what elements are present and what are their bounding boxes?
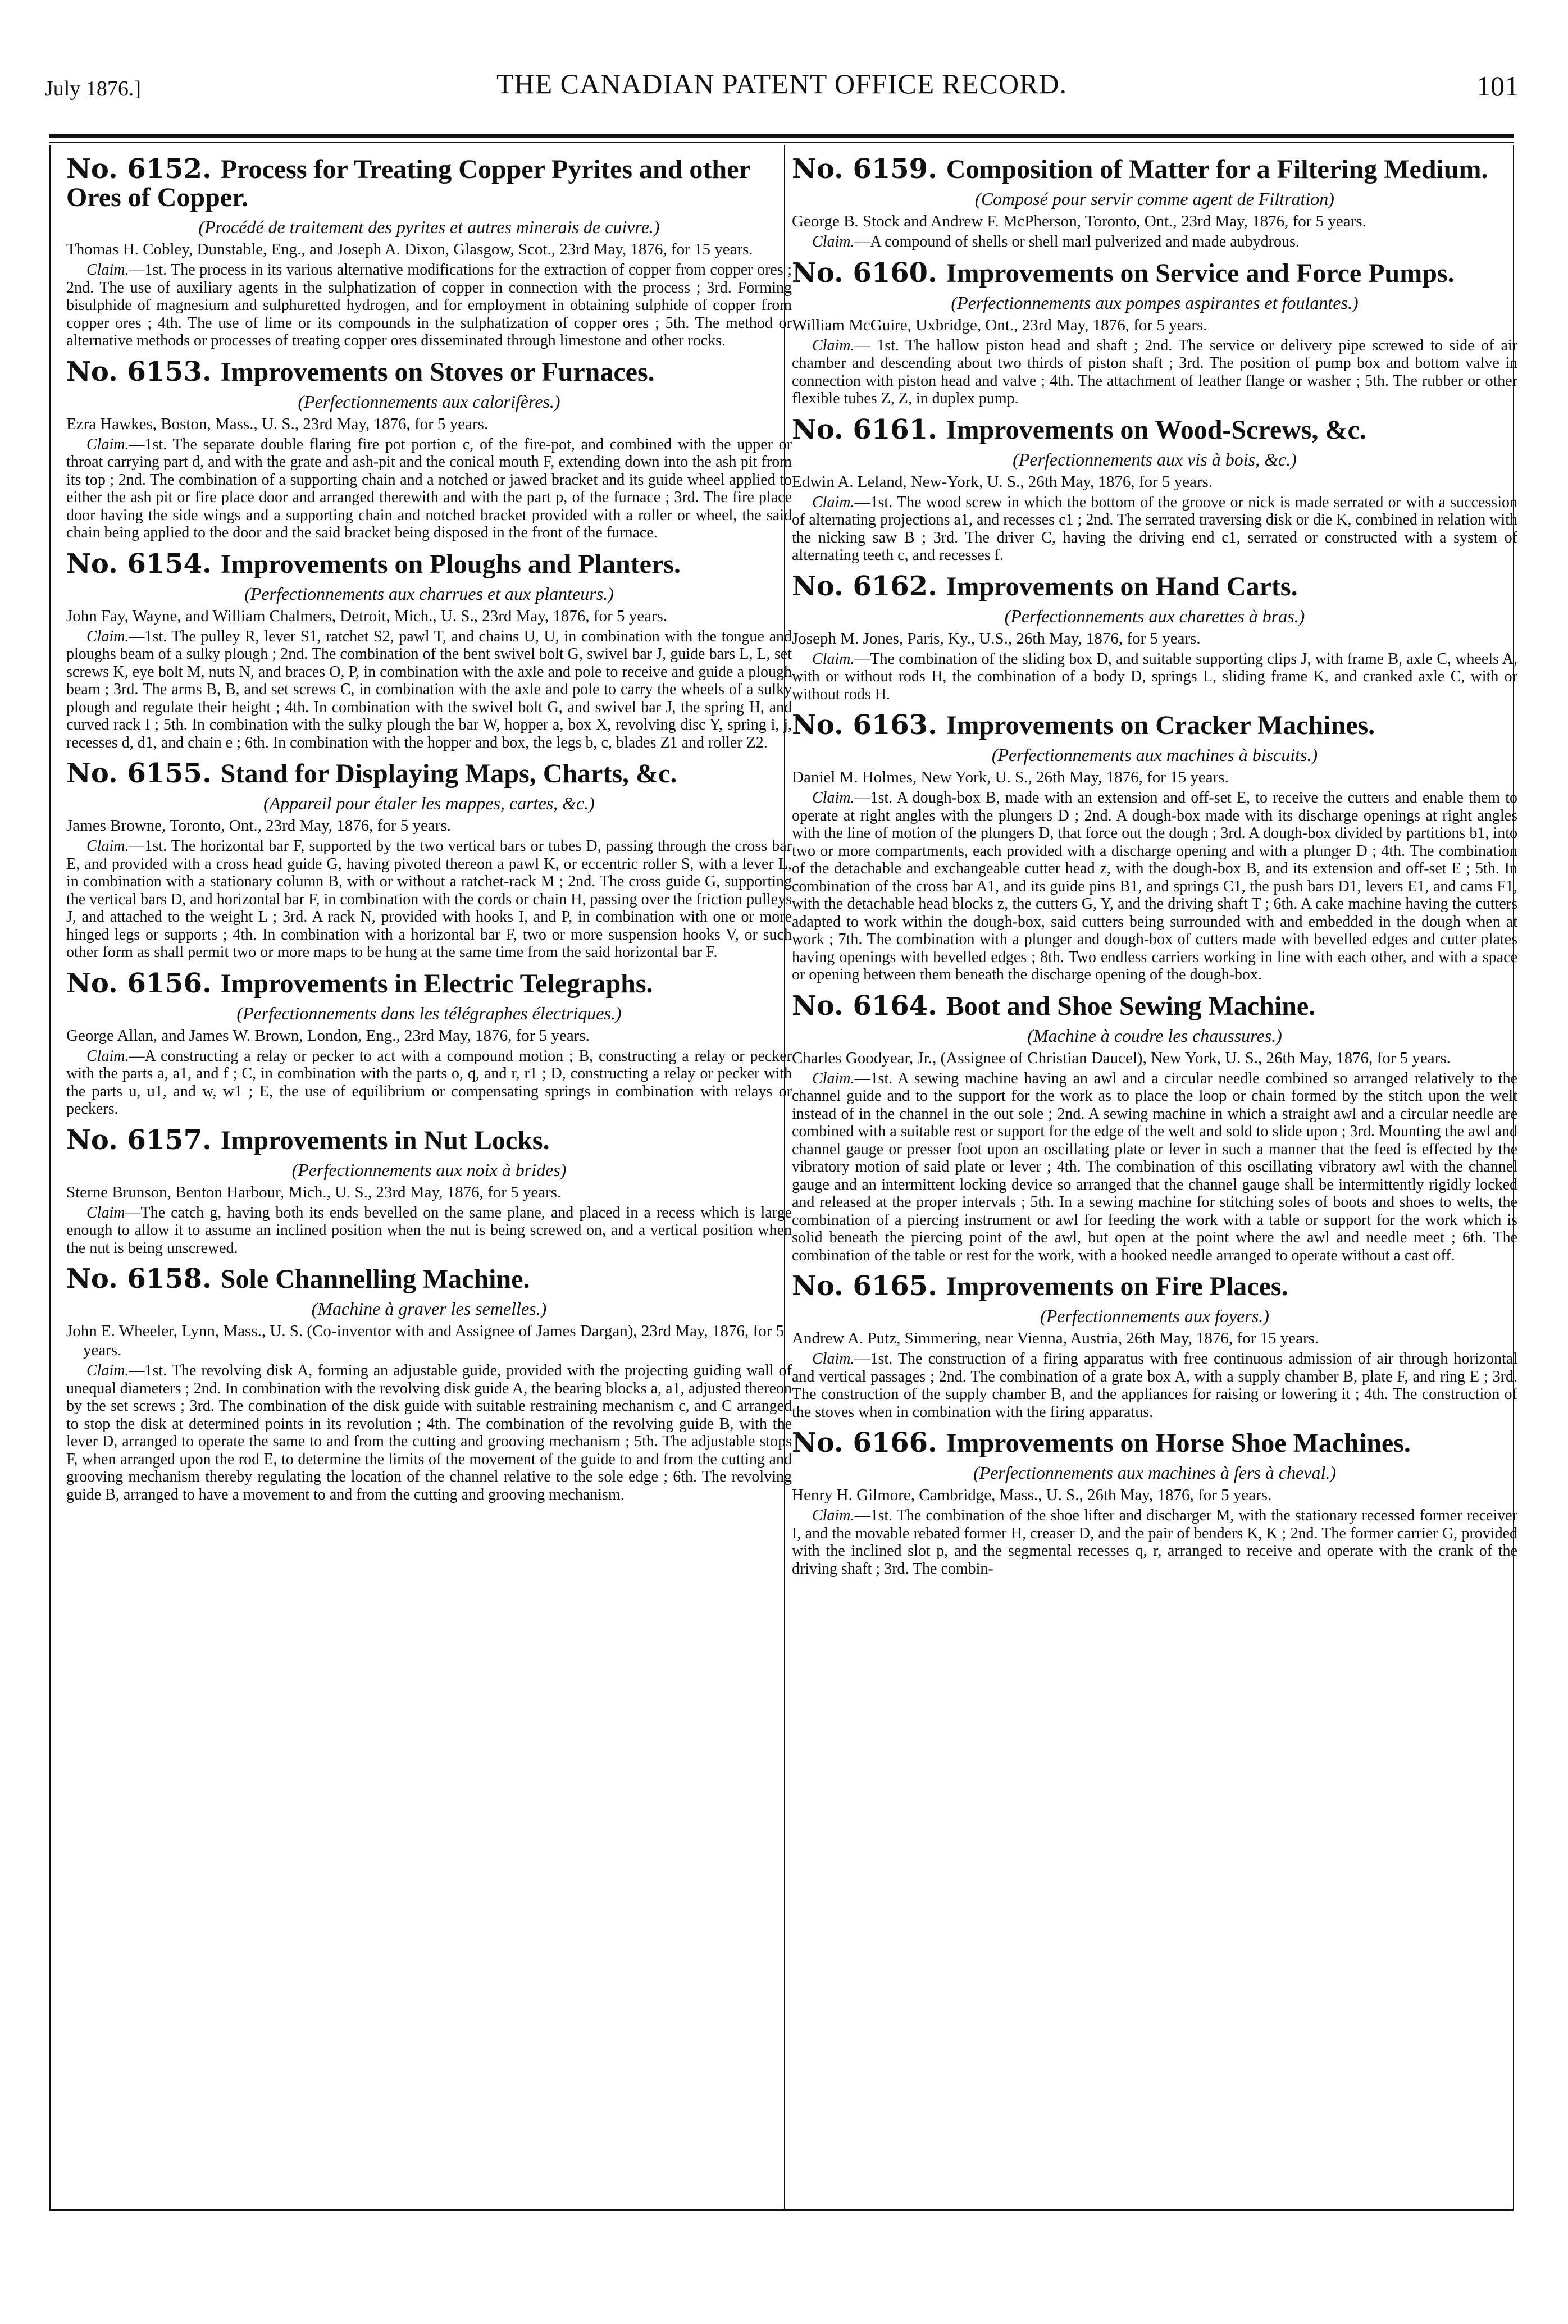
patent-entry <box>792 155 1517 251</box>
inventors: John Fay, Wayne, and William Chalmers, Detroit, Mich., U. S., 23rd May, 1876, for 5 years. <box>66 607 668 625</box>
patent-title: Improvements on Cracker Machines. <box>946 710 1375 740</box>
claim-text <box>66 1047 792 1118</box>
patent-title: Stand for Displaying Maps, Charts, &c. <box>220 759 677 789</box>
entry-heading <box>66 1265 792 1293</box>
patent-title: Improvements in Electric Telegraphs. <box>220 968 653 999</box>
patent-title: Boot and Shoe Sewing Machine. <box>946 991 1316 1021</box>
patent-number: No. 6162. <box>792 570 937 602</box>
claim-body: —1st. The construction of a firing apparatus with free continuous admission of air through horizontal and vertical passages ; 2nd. The combination of a grate box A, with a supply chamber B, plate F, and ring E ; 3rd. The construction of the supply chamber B, and the appliances for raising or lowering it ; 4th. The construction of the stoves when in combination with the firing apparatus. <box>792 1350 1517 1421</box>
claim-text <box>792 789 1517 984</box>
entry-heading <box>66 155 792 212</box>
patent-number: No. 6155. <box>66 758 212 789</box>
claim-text <box>792 650 1517 704</box>
claim-label: Claim. <box>86 261 129 279</box>
patent-number: No. 6163. <box>792 709 937 741</box>
claim-label: Claim. <box>812 336 855 354</box>
patent-number: No. 6152. <box>66 155 212 185</box>
french-title: (Perfectionnements aux machines à fers à cheval.) <box>973 1462 1336 1483</box>
claim-body: —1st. The pulley R, lever S1, ratchet S2, pawl T, and chains U, U, in combination with the tongue and ploughs beam of a sulky plough ; 2nd. The combination of the bent swivel bolt G, swivel bar J, guide bars L, L, set screws K, eye bolt M, nuts N, and braces O, P, in combination with the axle and pole to receive and guide a plough beam ; 3rd. The arms B, B, and set screws C, in combination with the axle and pole to carry the wheels of a sulky plough and regulate their height ; 4th. In combination with the swivel bolt G, and swivel bar J, the spring H, and curved rack I ; 5th. In combination with the sulky plough the bar W, hopper a, box X, revolving disc Y, spring i, j, recesses d, d1, and chain e ; 6th. In combination with the hopper and box, the legs b, c, blades Z1 and roller Z2. <box>66 627 792 751</box>
claim-text <box>792 1350 1517 1421</box>
patent-entry <box>792 572 1517 704</box>
claim-body: —The combination of the sliding box D, and suitable supporting clips J, with frame B, axle C, wheels A, with or without rods H, the combination of a body D, springs L, sliding frame K, and cranked axle C, with or without rods H. <box>792 650 1517 703</box>
patent-entry <box>66 1126 792 1257</box>
claim-body: —1st. The process in its various alternative modifications for the extraction of copper from copper ores ; 2nd. The use of auxiliary agents in the sulphatization of copper in connection with the process ; 3rd. Forming bisulphide of magnesium and sulphuretted hydrogen, and for employment in obtaining sulphide of copper from copper ores ; 4th. The use of lime or its compounds in the sulphatization of copper ores ; 5th. The method or alternative methods or processes of treating copper ores disseminated through limestone and other rocks. <box>66 261 792 349</box>
inventors: William McGuire, Uxbridge, Ont., 23rd May, 1876, for 5 years. <box>792 316 1207 334</box>
claim-label: Claim. <box>86 837 129 855</box>
claim-label: Claim. <box>812 493 855 511</box>
inventors: Charles Goodyear, Jr., (Assignee of Christian Daucel), New York, U. S., 26th May, 1876, for 5 years. <box>792 1049 1451 1067</box>
claim-text <box>792 494 1517 564</box>
inventors: James Browne, Toronto, Ont., 23rd May, 1876, for 5 years. <box>66 817 451 835</box>
claim-label: Claim. <box>812 1350 855 1368</box>
left-column <box>66 155 792 2199</box>
claim-text <box>66 261 792 350</box>
publication-title: THE CANADIAN PATENT OFFICE RECORD. <box>496 68 1068 99</box>
patent-title: Improvements on Fire Places. <box>946 1272 1288 1301</box>
patent-title: Improvements on Stoves or Furnaces. <box>220 357 655 387</box>
claim-text <box>66 1204 792 1257</box>
claim-label: Claim. <box>812 650 855 668</box>
claim-label: Claim. <box>86 1362 129 1379</box>
patent-number: No. 6159. <box>792 155 937 185</box>
claim-body: —1st. The wood screw in which the bottom of the groove or nick is made serrated or with a succession of alternating projections a1, and recesses c1 ; 2nd. The serrated traversing disk or die K, combined in relation with the nicking saw B ; 3rd. The driver C, having the driving end c1, serrated or constructed with a system of alternating teeth c, and recesses f. <box>792 493 1517 564</box>
inventors: Sterne Brunson, Benton Harbour, Mich., U. S., 23rd May, 1876, for 5 years. <box>66 1183 562 1201</box>
french-title: (Perfectionnements aux calorifères.) <box>298 391 560 412</box>
claim-text <box>66 1362 792 1503</box>
patent-entry <box>66 155 792 350</box>
inventors: Andrew A. Putz, Simmering, near Vienna, Austria, 26th May, 1876, for 15 years. <box>792 1329 1319 1347</box>
patent-number: No. 6160. <box>792 257 937 289</box>
patent-entry <box>792 1272 1517 1421</box>
issue-date: July 1876.] <box>45 77 141 101</box>
patent-entry <box>66 1265 792 1503</box>
french-title: (Perfectionnements aux charrues et aux planteurs.) <box>244 583 614 604</box>
entry-heading <box>792 1429 1517 1457</box>
entry-heading <box>792 413 1517 445</box>
french-title: (Composé pour servir comme agent de Filtration) <box>975 189 1334 209</box>
claim-body: —A constructing a relay or pecker to act with a compound motion ; B, constructing a relay or pecker with the parts a, a1, and f ; C, in combination with the parts o, q, and r, r1 ; D, constructing a relay or pecker with the parts u, u1, and w, w1 ; E, the use of equilibrium or compensating springs in combination with relays or peckers. <box>66 1047 792 1118</box>
entry-heading <box>792 155 1517 184</box>
claim-label: Claim. <box>86 435 129 453</box>
patent-entry <box>66 759 792 962</box>
patent-entry <box>792 413 1517 564</box>
patent-title: Improvements on Horse Shoe Machines. <box>946 1428 1411 1458</box>
claim-label: Claim. <box>86 627 129 645</box>
claim-label: Claim. <box>86 1047 129 1065</box>
claim-text <box>792 1070 1517 1265</box>
claim-body: —The catch g, having both its ends bevelled on the same plane, and placed in a recess which is large enough to allow it to assume an inclined position when the nut is being screwed on, and a vertical position when the nut is being unscrewed. <box>66 1204 792 1257</box>
patent-number: No. 6164. <box>792 990 937 1022</box>
patent-title: Improvements on Hand Carts. <box>946 571 1298 601</box>
patent-entry <box>66 969 792 1118</box>
inventors: Thomas H. Cobley, Dunstable, Eng., and Joseph A. Dixon, Glasgow, Scot., 23rd May, 1876, for 15 years. <box>66 240 753 258</box>
claim-label: Claim. <box>812 233 855 250</box>
french-title: (Perfectionnements aux machines à biscuits.) <box>991 745 1318 765</box>
french-title: (Appareil pour étaler les mappes, cartes, &c.) <box>263 793 595 813</box>
claim-text <box>792 233 1517 251</box>
header-rule-thin <box>49 142 1514 143</box>
inventors: Daniel M. Holmes, New York, U. S., 26th May, 1876, for 15 years. <box>792 768 1229 786</box>
patent-entry <box>792 1429 1517 1578</box>
claim-body: —1st. A dough-box B, made with an extension and off-set E, to receive the cutters and enable them to operate at right angles with the plungers D ; 2nd. A dough-box made with its discharge openings at right angles with the line of motion of the plungers D, that force out the dough ; 3rd. A dough-box divided by partitions b1, into two or more compartments, each provided with a discharge opening and with a plunger D ; 4th. The combination of the detachable and exchangeable cutter head z, with the dough-box B, and its extension and off-set E ; 5th. In combination of the cross bar A1, and its guide pins B1, and springs C1, the push bars D1, levers E1, and cams F1, with the detachable head blocks z, the cutters G, Y, and the driving shaft T ; 6th. A cake machine having the cutters adapted to work within the dough-box, said cutters being surrounded with and embedded in the dough when at work ; 7th. The combination with a plunger and dough-box of cutters made with bevelled edges and cutter plates having openings with bevelled edges ; 8th. Two endless carriers working in line with each other, and with a space or opening between them beneath the discharge opening of the dough-box. <box>792 789 1517 983</box>
claim-body: —1st. The separate double flaring fire pot portion c, of the fire-pot, and combined with the upper or throat carrying part d, and with the grate and ash-pit and the conical mouth F, extending down into the ash pit from its top ; 2nd. The combination of a supporting chain and a notched or jawed bracket and its guide wheel applied to either the ash pit or fire place door and arranged therewith and with the part p, of the furnace ; 3rd. The fire place door having the side wings and a supporting chain and notched bracket provided with a roller or wheel, the said chain being applied to the door and the said bracket being disposed in the front of the furnace. <box>66 435 792 541</box>
inventors: George Allan, and James W. Brown, London, Eng., 23rd May, 1876, for 5 years. <box>66 1026 590 1045</box>
patent-title: Sole Channelling Machine. <box>220 1264 530 1294</box>
entry-heading <box>792 572 1517 601</box>
page-number: 101 <box>1476 70 1519 102</box>
patent-title: Process for Treating Copper Pyrites and other Ores of Copper. <box>66 155 750 212</box>
patent-title: Composition of Matter for a Filtering Medium. <box>946 155 1488 184</box>
claim-text <box>66 436 792 542</box>
patent-number: No. 6153. <box>66 356 212 388</box>
claim-body: — 1st. The hallow piston head and shaft ; 2nd. The service or delivery pipe screwed to side of air chamber and descending about two thirds of piston shaft ; 3rd. The position of pump box and bottom valve in connection with piston head and valve ; 4th. The attachment of leather flange or washer ; 5th. The rubber or other flexible tubes Z, Z, in duplex pump. <box>792 336 1517 407</box>
claim-body: —1st. A sewing machine having an awl and a circular needle combined so arranged relatively to the channel guide and to the support for the work as to place the loop or chain formed by the stitch upon the welt instead of in the channel in the out sole ; 2nd. A sewing machine in which a straight awl and a circular needle are combined with a suitable rest or support for the edge of the welt and sold to slide upon ; 3rd. Mounting the awl and channel gauge or presser foot upon an oscillating plate or lever in such a manner that the feed is effected by the vibratory motion of said plate or lever ; 4th. The combination of this oscillating vibratory awl with the channel gauge and an intermittent locking device so arranged that the channel gauge shall be intermittently rigidly locked and released at the proper intervals ; 5th. In a sewing machine for stitching soles of boots and shoes to welts, the combination of a piercing instrument or awl for feeding the work with a table or support for the work which is solid beneath the piercing point of the awl, but open at the point where the awl and needle meet ; 6th. The combination of the table or rest for the work, with a hooked needle arranged to operate without a cast off. <box>792 1069 1517 1264</box>
french-title: (Perfectionnements aux vis à bois, &c.) <box>1013 449 1297 470</box>
header-rule-thick <box>49 134 1514 138</box>
french-title: (Perfectionnements dans les télégraphes électriques.) <box>236 1002 622 1023</box>
patent-entry <box>66 358 792 542</box>
inventors: Henry H. Gilmore, Cambridge, Mass., U. S., 26th May, 1876, for 5 years. <box>792 1486 1272 1504</box>
claim-body: —1st. The combination of the shoe lifter and discharger M, with the stationary recessed former receiver I, and the movable rebated former H, creaser D, and the pair of benders K, K ; 2nd. The former carrier G, provided with the inclined slot p, and the segmental recesses q, r, arranged to receive and operate with the crank of the driving shaft ; 3rd. The combin- <box>792 1507 1517 1578</box>
inventors: John E. Wheeler, Lynn, Mass., U. S. (Co-inventor with and Assignee of James Dargan), 23rd May, 1876, for 5 years. <box>66 1322 785 1359</box>
inventors: George B. Stock and Andrew F. McPherson, Toronto, Ont., 23rd May, 1876, for 5 years. <box>792 212 1366 230</box>
claim-text <box>66 837 792 962</box>
patent-number: No. 6154. <box>66 548 212 580</box>
patent-number: No. 6166. <box>792 1427 937 1459</box>
entry-heading <box>792 711 1517 740</box>
entry-heading <box>66 358 792 386</box>
french-title: (Perfectionnements aux pompes aspirantes et foulantes.) <box>951 292 1359 313</box>
claim-body: —1st. The horizontal bar F, supported by the two vertical bars or tubes D, passing through the cross bar E, and provided with a cross head guide G, having pivoted thereon a pawl K, or eccentric roller S, with a lever L, in combination with a stationary column B, with or without a ratchet-rack M ; 2nd. The cross guide G, supporting the vertical bars D, and horizontal bar F, in combination with the cords or chain H, passing over the friction pulleys J, and attached to the weight L ; 3rd. A rack N, provided with hooks I, and P, in combination with one or more hinged legs or supports ; 4th. In combination with a horizontal bar F, two or more suspension hooks V, or such other form as shall permit two or more maps to be hung at the same time from the said horizontal bar F. <box>66 837 792 961</box>
patent-number: No. 6165. <box>792 1270 937 1302</box>
claim-label: Claim <box>86 1204 125 1222</box>
claim-label: Claim. <box>812 1507 855 1524</box>
french-title: (Perfectionnements aux foyers.) <box>1040 1306 1269 1326</box>
patent-entry <box>792 711 1517 984</box>
entry-heading <box>66 759 792 788</box>
entry-heading <box>66 550 792 578</box>
right-column <box>792 155 1517 2199</box>
inventors: Ezra Hawkes, Boston, Mass., U. S., 23rd May, 1876, for 5 years. <box>66 414 489 433</box>
patent-entry <box>66 550 792 752</box>
patent-entry <box>792 259 1517 408</box>
french-title: (Procédé de traitement des pyrites et autres minerais de cuivre.) <box>198 217 660 237</box>
patent-entry <box>792 992 1517 1265</box>
patent-number: No. 6156. <box>66 967 212 999</box>
patent-number: No. 6157. <box>66 1124 212 1156</box>
entry-heading <box>792 992 1517 1020</box>
french-title: (Machine à coudre les chaussures.) <box>1027 1025 1282 1046</box>
patent-title: Improvements in Nut Locks. <box>220 1125 550 1155</box>
patent-title: Improvements on Ploughs and Planters. <box>220 549 681 579</box>
patent-number: No. 6158. <box>66 1263 212 1295</box>
claim-text <box>792 1507 1517 1578</box>
french-title: (Machine à graver les semelles.) <box>311 1298 547 1319</box>
french-title: (Perfectionnements aux charettes à bras.) <box>1004 605 1305 626</box>
claim-text <box>792 337 1517 408</box>
patent-title: Improvements on Service and Force Pumps. <box>946 258 1455 288</box>
claim-body: —1st. The revolving disk A, forming an adjustable guide, provided with the projecting guiding wall of unequal diameters ; 2nd. In combination with the revolving disk guide A, the bearing blocks a, a1, adjusted thereon by the set screws ; 3rd. The combination of the disk guide with suitable restraining mechanism c, and C arranged to stop the disk at determined points in its revolution ; 4th. The combination of the revolving guide B, with the lever D, arranged to operate the same to and from the cutting and grooving mechanism ; 5th. The adjustable stops F, when arranged upon the rod E, to determine the limits of the movement of the guide to and from the cutting and grooving mechanism thereby regulating the location of the channel relative to the sole edge ; 6th. The revolving guide B, arranged to have a movement to and from the cutting and grooving mechanism. <box>66 1362 792 1503</box>
inventors: Joseph M. Jones, Paris, Ky., U.S., 26th May, 1876, for 5 years. <box>792 629 1201 648</box>
entry-heading <box>66 1126 792 1155</box>
claim-text <box>66 628 792 752</box>
patent-number: No. 6161. <box>792 413 937 445</box>
claim-label: Claim. <box>812 789 855 806</box>
page-header <box>45 67 1519 107</box>
entry-heading <box>792 1272 1517 1301</box>
claim-body: —A compound of shells or shell marl pulverized and made aubydrous. <box>854 233 1300 250</box>
inventors: Edwin A. Leland, New-York, U. S., 26th May, 1876, for 5 years. <box>792 472 1213 491</box>
entry-heading <box>66 969 792 998</box>
claim-label: Claim. <box>812 1069 855 1087</box>
patent-title: Improvements on Wood-Screws, &c. <box>946 414 1366 445</box>
entry-heading <box>792 259 1517 288</box>
french-title: (Perfectionnements aux noix à brides) <box>291 1159 567 1180</box>
